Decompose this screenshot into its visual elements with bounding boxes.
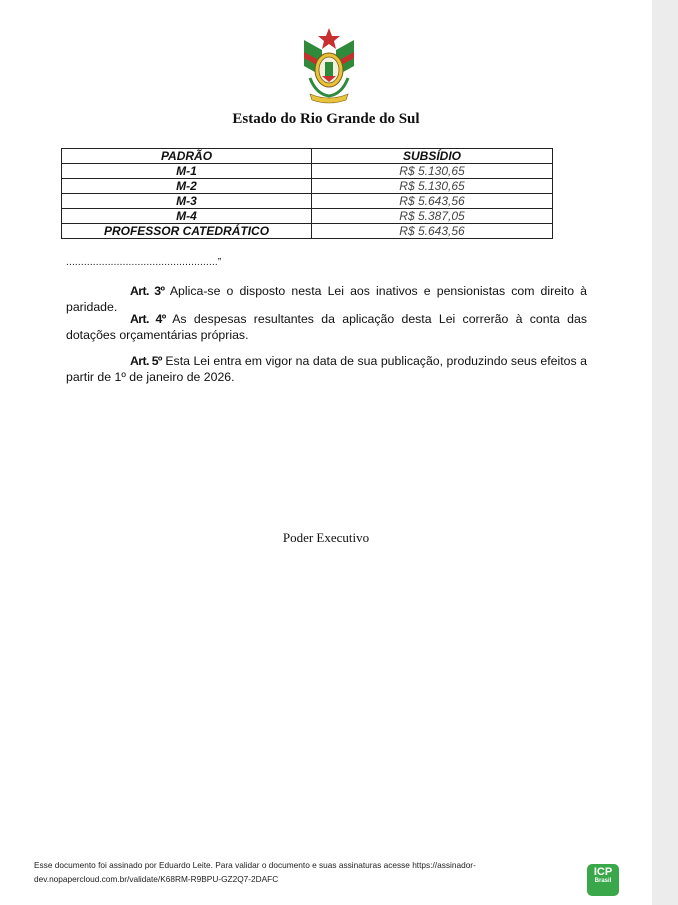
table-row [62, 194, 553, 209]
icp-badge-bottom: Brasil [594, 878, 612, 884]
article-4-text: As despesas resultantes da aplicação desta Lei correrão à conta das dotações orçamentárias próprias. [66, 312, 587, 342]
column-header-padrao: PADRÃO [62, 149, 312, 164]
table-row [62, 179, 553, 194]
padrao-cell: M-3 [62, 194, 312, 209]
subsidio-cell: R$ 5.130,65 [312, 164, 553, 179]
dotted-continuation: ...................................................” [66, 257, 222, 268]
signatory-poder-executivo: Poder Executivo [282, 530, 370, 545]
article-4-label: Art. 4º [130, 312, 166, 326]
scrollbar-track[interactable] [652, 0, 678, 905]
footer-validation-link[interactable]: dev.nopapercloud.com.br/validate/K68RM-R9BPU-GZ2Q7-2DAFC [34, 874, 279, 884]
article-3-text: Aplica-se o disposto nesta Lei aos inativos e pensionistas com direito à paridade. [66, 284, 587, 314]
padrao-cell: M-2 [62, 179, 312, 194]
coat-of-arms-icon [298, 26, 360, 108]
table-row [62, 209, 553, 224]
table-header-row [62, 149, 553, 164]
icp-brasil-badge-icon [587, 864, 619, 896]
article-3-label: Art. 3º [130, 284, 165, 298]
subsidio-cell: R$ 5.387,05 [312, 209, 553, 224]
article-5-label: Art. 5º [130, 354, 162, 368]
column-header-subsidio: SUBSÍDIO [312, 149, 553, 164]
article-4 [66, 311, 587, 343]
padrao-cell: M-1 [62, 164, 312, 179]
padrao-cell: PROFESSOR CATEDRÁTICO [62, 224, 312, 239]
subsidio-cell: R$ 5.130,65 [312, 179, 553, 194]
subsidio-cell: R$ 5.643,56 [312, 194, 553, 209]
table-row [62, 224, 553, 239]
article-5-text: Esta Lei entra em vigor na data de sua publicação, produzindo seus efeitos a partir de 1º de janeiro de 2026. [66, 354, 587, 384]
article-5 [66, 353, 587, 385]
subsidio-cell: R$ 5.643,56 [312, 224, 553, 239]
footer-line-1: Esse documento foi assinado por Eduardo Leite. Para validar o documento e suas assinaturas acesse https://assinador- [34, 860, 476, 870]
state-title: Estado do Rio Grande do Sul [232, 111, 420, 127]
icp-badge-top: ICP [593, 866, 613, 878]
salary-table [61, 148, 553, 239]
padrao-cell: M-4 [62, 209, 312, 224]
signature-footer [34, 858, 534, 886]
table-row [62, 164, 553, 179]
